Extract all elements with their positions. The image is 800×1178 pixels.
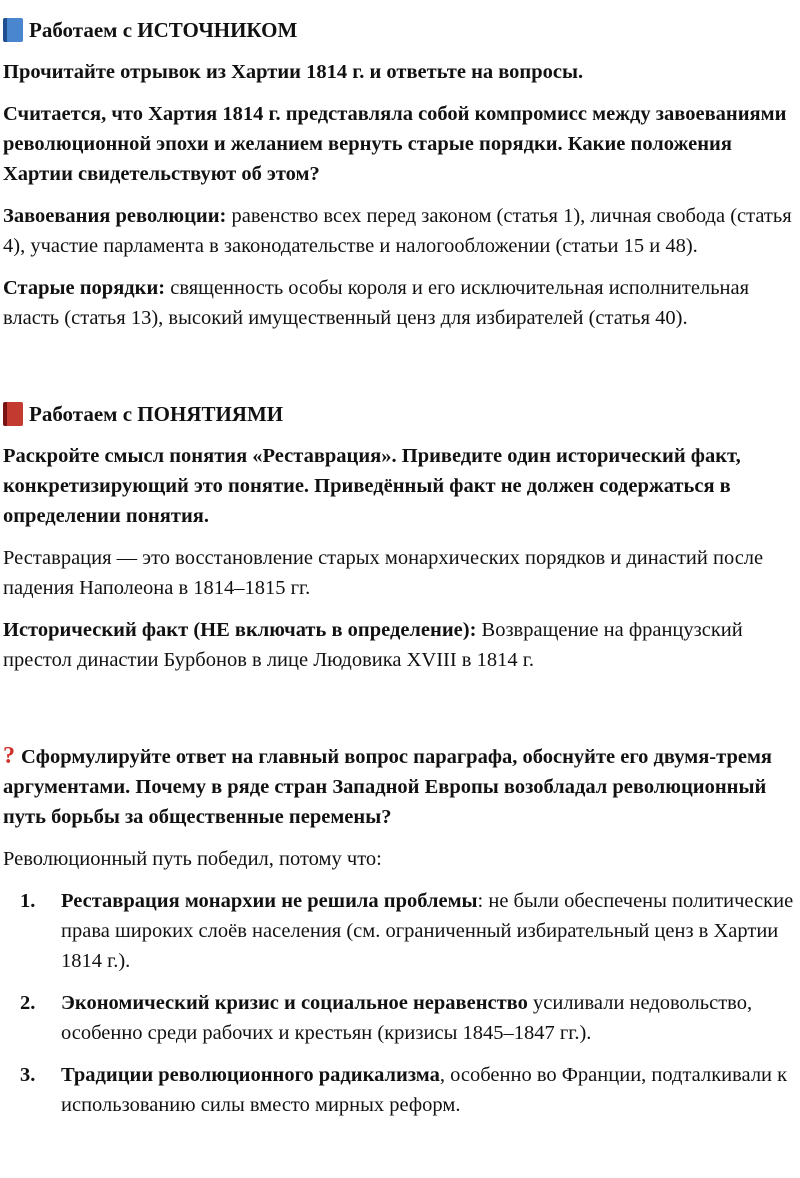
intro: Революционный путь победил, потому что:	[3, 848, 382, 870]
item-text: , особенно во Франции, подталкивали к использованию силы вместо мирных реформ.	[61, 1064, 788, 1116]
document	[3, 15, 798, 1132]
item-number: 1.	[20, 890, 36, 912]
task-text: Прочитайте отрывок из Хартии 1814 г. и ответьте на вопросы.	[3, 61, 584, 83]
question-mark-icon: ?	[3, 743, 15, 769]
list-item	[3, 1060, 798, 1120]
answer-old-order	[3, 273, 798, 333]
question-text: Сформулируйте ответ на главный вопрос параграфа, обоснуйте его двумя-тремя аргументами. Почему в ряде стран Западной Европы возобладал революционный путь борьбы за общественные перемены?	[3, 746, 772, 828]
main-question	[3, 741, 798, 832]
label: Завоевания революции:	[3, 205, 227, 227]
list-item	[3, 886, 798, 976]
item-text: : не были обеспечены политические права широких слоёв населения (см. ограниченный избирательный ценз в Хартии 1814 г.).	[61, 890, 794, 972]
item-text: усиливали недовольство, особенно среди рабочих и крестьян (кризисы 1845–1847 гг.).	[61, 992, 753, 1044]
task	[3, 57, 798, 87]
text: равенство всех перед законом (статья 1), личная свобода (статья 4), участие парламента в законодательстве и налогообложении (статьи 15 и 48).	[3, 205, 792, 257]
heading-text: Работаем с ПОНЯТИЯМИ	[29, 402, 284, 426]
question-text: Раскройте смысл понятия «Реставрация». Приведите один исторический факт, конкретизирующий это понятие. Приведённый факт не должен содержаться в определении понятия.	[3, 445, 741, 527]
arguments-list	[3, 886, 798, 1120]
label: Старые порядки:	[3, 277, 166, 299]
section-heading-source	[3, 15, 798, 45]
heading-text: Работаем с ИСТОЧНИКОМ	[29, 18, 298, 42]
question	[3, 441, 798, 531]
historical-fact	[3, 615, 798, 675]
label: Исторический факт (НЕ включать в определение):	[3, 619, 477, 641]
item-bold: Традиции революционного радикализма	[61, 1064, 440, 1086]
blue-book-icon	[3, 18, 23, 42]
definition: Реставрация — это восстановление старых монархических порядков и династий после падения Наполеона в 1814–1815 гг.	[3, 547, 764, 599]
question-text: Считается, что Хартия 1814 г. представляла собой компромисс между завоеваниями революционной эпохи и желанием вернуть старые порядки. Какие положения Хартии свидетельствуют об этом?	[3, 103, 787, 185]
text: священность особы короля и его исключительная исполнительная власть (статья 13), высокий имущественный ценз для избирателей (статья 40).	[3, 277, 750, 329]
section-heading-concepts	[3, 399, 798, 429]
item-number: 3.	[20, 1064, 36, 1086]
item-bold: Экономический кризис и социальное неравенство	[61, 992, 528, 1014]
item-bold: Реставрация монархии не решила проблемы	[61, 890, 478, 912]
text: Возвращение на французский престол династии Бурбонов в лице Людовика XVIII в 1814 г.	[3, 619, 743, 671]
question	[3, 99, 798, 189]
answer-revolution	[3, 201, 798, 261]
item-number: 2.	[20, 992, 36, 1014]
red-book-icon	[3, 402, 23, 426]
list-item	[3, 988, 798, 1048]
